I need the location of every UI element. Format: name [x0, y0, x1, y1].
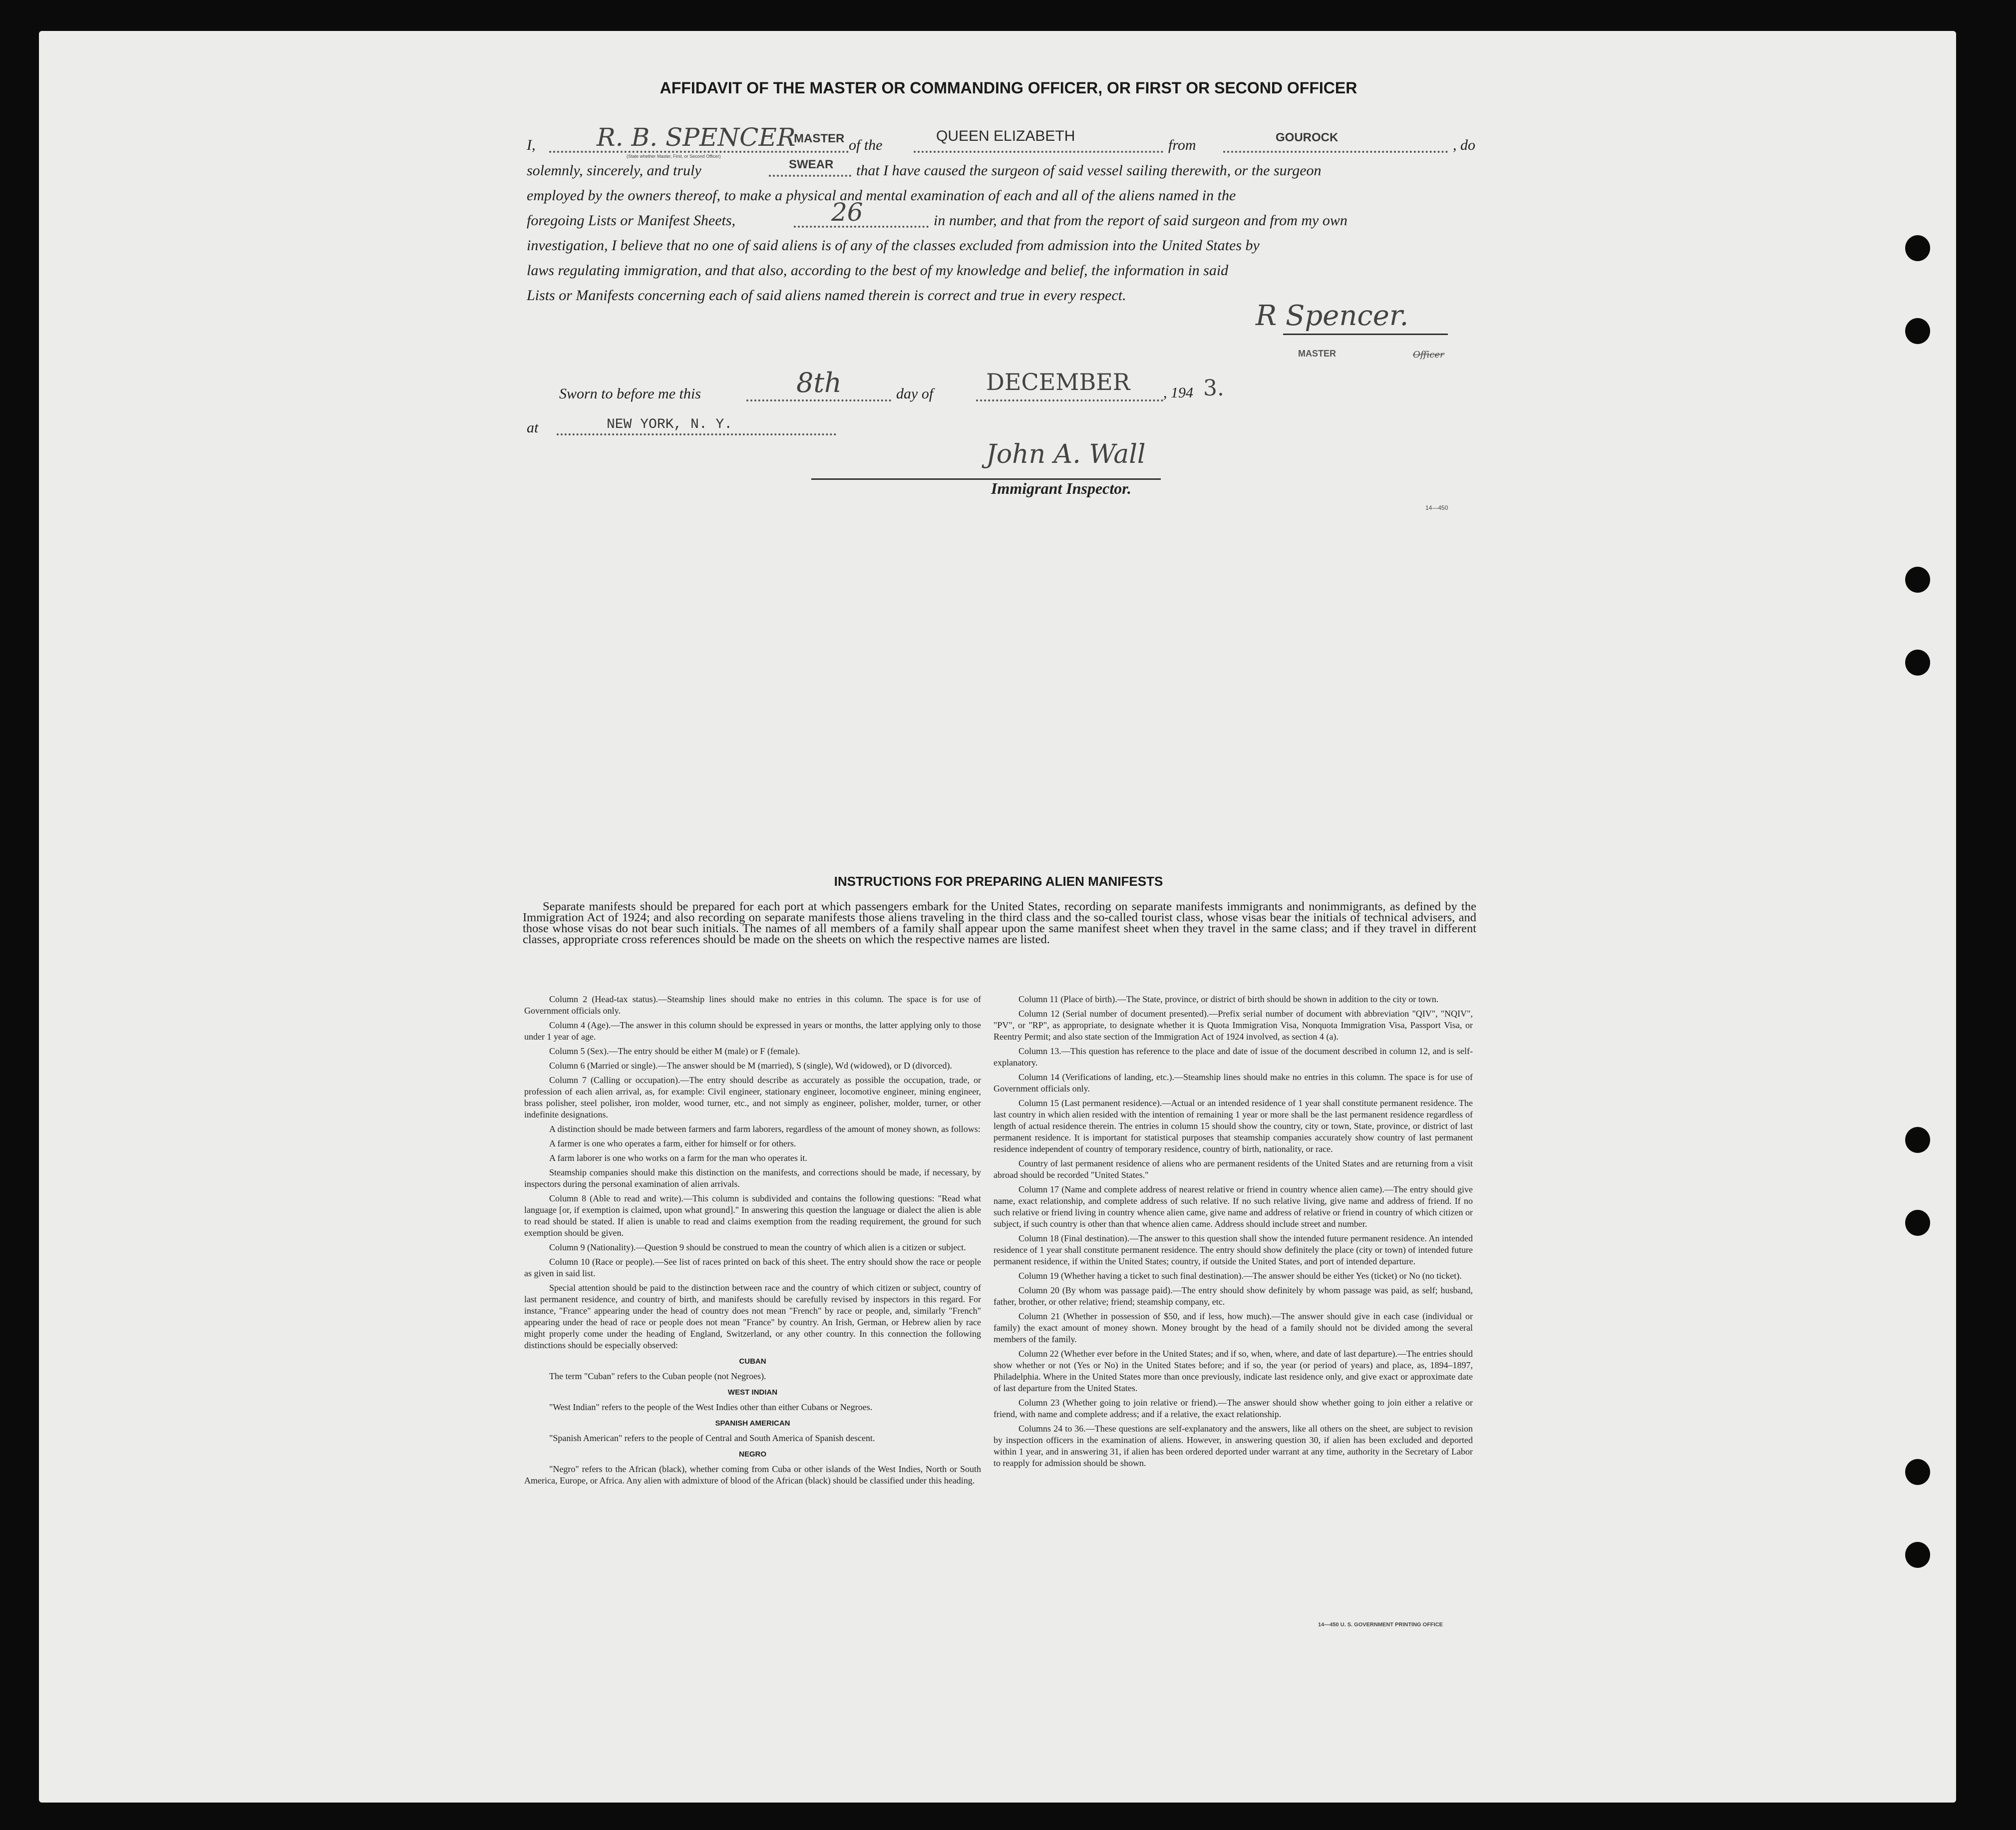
vessel-line: [914, 151, 1163, 153]
affidavit-line-6: laws regulating immigration, and that also, according to the best of my knowledge and belief, the information in said: [527, 262, 1229, 279]
instructions-title: INSTRUCTIONS FOR PREPARING ALIEN MANIFESTS: [834, 874, 1163, 889]
signature-caption-master: MASTER: [1298, 349, 1336, 359]
instruction-paragraph: The term "Cuban" refers to the Cuban people (not Negroes).: [549, 1371, 766, 1381]
rank-stamp: MASTER: [794, 132, 845, 145]
punch-hole: [1905, 1210, 1930, 1236]
instruction-paragraph: "Spanish American" refers to the people of Central and South America of Spanish descent.: [549, 1433, 875, 1443]
instruction-paragraph: Column 14 (Verifications of landing, etc.).—Steamship lines should make no entries in this column. The space is for use of Government officials only.: [994, 1072, 1473, 1094]
instruction-paragraph: Column 22 (Whether ever before in the United States; and if so, when, where, and date of last departure).—The entries should show whether or not (Yes or No) in the United States before; and if so, the year (or period of years) and place, as, 1894–1897, Philadelphia. Where in the United States more than once previously, indicate last residence only, and give exact or approximate date of last departure from the United States.: [994, 1349, 1473, 1393]
master-signature: R Spencer.: [1256, 300, 1409, 332]
punch-hole: [1905, 650, 1930, 676]
day-line: [746, 399, 891, 401]
instructions-left-column: [524, 994, 981, 1489]
instruction-paragraph: Column 17 (Name and complete address of nearest relative or friend in country whence alien came).—The entry should give name, exact relationship, and complete address of such relative. If no such relative living, give name and address of friend. If no such relative or friend living in country whence alien came, give name and address of relative or friend in country of which citizen or subject, if such country is other than that whence alien came. Address should include street and number.: [994, 1184, 1473, 1229]
instruction-paragraph: Column 10 (Race or people).—See list of races printed on back of this sheet. The entry should show the race or people as given in said list.: [524, 1257, 981, 1278]
departure-port: GOUROCK: [1276, 131, 1339, 144]
sworn-day-handwritten: 8th: [796, 367, 842, 398]
instruction-paragraph: Column 11 (Place of birth).—The State, province, or district of birth should be shown in addition to the city or town.: [1018, 994, 1439, 1004]
instruction-paragraph: A farm laborer is one who works on a farm for the man who operates it.: [549, 1153, 807, 1163]
punch-hole: [1905, 567, 1930, 593]
year-prefix: , 194: [1163, 384, 1193, 401]
do-label: , do: [1453, 137, 1475, 153]
affidavit-i: I,: [527, 137, 536, 153]
instruction-paragraph: Columns 24 to 36.—These questions are self-explanatory and the answers, like all others on the sheet, are subject to revision by inspection officers in the examination of aliens. However, in answering question 30, if alien has been excluded and deported within 1 year, and in answering 31, if alien has been ordered deported under warrant at any time, authority in the Secretary of Labor to reapply for admission should be shown.: [994, 1424, 1473, 1468]
instructions-right-column: [994, 994, 1473, 1472]
oath-stamp: SWEAR: [789, 158, 834, 171]
affidavit-title: AFFIDAVIT OF THE MASTER OR COMMANDING OFFICER, OR FIRST OR SECOND OFFICER: [660, 79, 1357, 97]
section-heading: SPANISH AMERICAN: [715, 1419, 790, 1428]
sworn-place: NEW YORK, N. Y.: [607, 417, 733, 432]
instruction-paragraph: Column 4 (Age).—The answer in this column should be expressed in years or months, the latter applying only to those under 1 year of age.: [524, 1020, 981, 1042]
signature-caption-officer: Officer: [1413, 350, 1444, 360]
section-heading: CUBAN: [739, 1357, 766, 1366]
instruction-paragraph: Column 12 (Serial number of document presented).—Prefix serial number of document with abbreviation "QIV", "NQIV", "PV", or "RP", as appropriate, to designate whether it is Quota Immigration Visa, Nonquota Immigration Visa, Passport Visa, or Reentry Permit; and also state section of the Immigration Act of 1924 involved, as section 4 (a).: [994, 1009, 1473, 1042]
affidavit-line-4a: foregoing Lists or Manifest Sheets,: [527, 212, 736, 229]
port-line: [1223, 151, 1448, 153]
affidavit-line-5: investigation, I believe that no one of said aliens is of any of the classes excluded from admission into the United States by: [527, 237, 1260, 254]
printer-imprint: 14—450 U. S. GOVERNMENT PRINTING OFFICE: [1318, 1622, 1443, 1628]
at-label: at: [527, 419, 539, 436]
punch-hole: [1905, 318, 1930, 344]
inspector-signature: John A. Wall: [986, 439, 1146, 469]
month-line: [976, 399, 1163, 401]
instruction-paragraph: Column 23 (Whether going to join relative or friend).—The answer should show whether going to join either a relative or friend, with name and complete address; and if a relative, the exact relationship.: [994, 1398, 1473, 1419]
affidavit-line-4b: in number, and that from the report of said surgeon and from my own: [934, 212, 1347, 229]
punch-hole: [1905, 1542, 1930, 1568]
officer-name-handwritten: R. B. SPENCER: [597, 123, 796, 152]
instruction-paragraph: Column 8 (Able to read and write).—This column is subdivided and contains the following questions: "Read what language [or, if exemption is claimed, upon what ground]." In answering this question the language or dialect the alien is able to read should be stated. If alien is unable to read and claims exemption from the reading requirement, the ground for such exemption should be given.: [524, 1193, 981, 1238]
instruction-paragraph: Column 13.—This question has reference to the place and date of issue of the document described in column 12, and is self-explanatory.: [994, 1046, 1473, 1068]
instruction-paragraph: "West Indian" refers to the people of the West Indies other than either Cubans or Negroes.: [549, 1402, 873, 1412]
punch-hole: [1905, 1459, 1930, 1485]
instruction-paragraph: Steamship companies should make this distinction on the manifests, and corrections should be made, if necessary, by inspectors during the personal examination of alien arrivals.: [524, 1167, 981, 1189]
instruction-paragraph: Column 21 (Whether in possession of $50, and if less, how much).—The answer should give in each case (individual or family) the exact amount of money shown. Money brought by the head of a family should not be divided among the several members of the family.: [994, 1311, 1473, 1344]
instruction-paragraph: A farmer is one who operates a farm, either for himself or for others.: [549, 1138, 796, 1148]
punch-hole: [1905, 1127, 1930, 1153]
inspector-caption: Immigrant Inspector.: [991, 479, 1131, 497]
sworn-year-handwritten: 3.: [1203, 375, 1224, 401]
instructions-intro: Separate manifests should be prepared for each port at which passengers embark for the United States, recording on separate manifests immigrants and nonimmigrants, as defined by the Immigration Act of 1924; and also recording on separate manifests those aliens traveling in the third class and the so-called tourist class, whose visas bear the initials of technical advisers, and those whose visas do not bear such initials. The names of all members of a family shall appear upon the same manifest sheet when they travel in the same class; and if they travel in different classes, appropriate cross references should be made on the sheets on which the respective names are listed.: [523, 900, 1476, 946]
sworn-label: Sworn to before me this: [559, 385, 701, 402]
rank-caption: (State whether Master, First, or Second Officer): [627, 154, 721, 159]
instruction-paragraph: A distinction should be made between farmers and farm laborers, regardless of the amount of money shown, as follows:: [549, 1124, 981, 1134]
signature-line: [1283, 334, 1448, 335]
instruction-paragraph: Column 9 (Nationality).—Question 9 should be construed to mean the country of which alien is a citizen or subject.: [549, 1242, 966, 1252]
affidavit-line-2b: that I have caused the surgeon of said vessel sailing therewith, or the surgeon: [856, 162, 1322, 179]
vessel-name: QUEEN ELIZABETH: [936, 128, 1075, 144]
instruction-paragraph: Column 20 (By whom was passage paid).—The entry should show definitely by whom passage was paid, as self; husband, father, brother, or other relative; friend; steamship company, etc.: [994, 1285, 1473, 1307]
instruction-paragraph: Column 6 (Married or single).—The answer should be M (married), S (single), Wd (widowed), or D (divorced).: [549, 1061, 952, 1071]
instruction-paragraph: Column 18 (Final destination).—The answer to this question shall show the intended future permanent residence. An intended residence of 1 year shall constitute permanent residence. The entry should show definitely the place (city or town) of intended future permanent residence, if within the United States; country, if outside the United States, and port of intended departure.: [994, 1233, 1473, 1266]
section-heading: WEST INDIAN: [727, 1388, 778, 1397]
of-the-label: of the: [849, 137, 883, 153]
instruction-paragraph: Special attention should be paid to the distinction between race and the country of which citizen or subject, country of last permanent residence, and country of birth, and manifests should be carefully revised by inspectors in this regard. For instance, "France" appearing under the head of country does not mean "French" by race or people, and, similarly "French" appearing under the head of race or people does not mean "France" by country. An Irish, German, or Hebrew alien by race might properly come under the heading of England, Switzerland, or any other country. In this connection the following distinctions should be especially observed:: [524, 1283, 981, 1350]
affidavit-line-2a: solemnly, sincerely, and truly: [527, 162, 701, 179]
affidavit-line-3: employed by the owners thereof, to make a physical and mental examination of each and all of the aliens named in the: [527, 187, 1236, 204]
instruction-paragraph: Column 5 (Sex).—The entry should be either M (male) or F (female).: [549, 1046, 800, 1056]
from-label: from: [1168, 137, 1196, 153]
instruction-paragraph: Column 15 (Last permanent residence).—Actual or an intended residence of 1 year shall constitute permanent residence. The last country in which alien resided with the intention of remaining 1 year or more shall be the last permanent residence regardless of length of actual residence therein. The entries in column 15 should show the country, city or town, State, province, or district of last permanent residence. It is important for statistical purposes that steamship companies accurately show country of last permanent residence independent of country of temporary residence, country of birth, nationality, or race.: [994, 1098, 1473, 1154]
day-of-label: day of: [896, 385, 934, 402]
punch-hole: [1905, 235, 1930, 261]
oath-line: [769, 175, 851, 177]
instruction-paragraph: Column 19 (Whether having a ticket to such final destination).—The answer should be either Yes (ticket) or No (no ticket).: [1018, 1271, 1462, 1281]
place-line: [557, 433, 836, 435]
instruction-paragraph: Column 7 (Calling or occupation).—The entry should describe as accurately as possible the occupation, trade, or profession of each alien arrival, as, for example: Civil engineer, stationary engineer, locomotive engineer, mining engineer, brass polisher, steel polisher, iron molder, wood turner, etc., and not simply as engineer, polisher, molder, turner, or other indefinite designations.: [524, 1075, 981, 1119]
sworn-month-handwritten: DECEMBER: [986, 368, 1130, 395]
instruction-paragraph: Column 2 (Head-tax status).—Steamship lines should make no entries in this column. The space is for use of Government officials only.: [524, 994, 981, 1016]
instruction-paragraph: "Negro" refers to the African (black), whether coming from Cuba or other islands of the West Indies, North or South America, Europe, or Africa. Any alien with admixture of blood of the African (black) should be classified under this heading.: [524, 1464, 981, 1485]
affidavit-line-7: Lists or Manifests concerning each of said aliens named therein is correct and true in every respect.: [527, 287, 1126, 304]
instruction-paragraph: Country of last permanent residence of aliens who are permanent residents of the United States and are returning from a visit abroad should be recorded "United States.": [994, 1158, 1473, 1180]
sheet-count-handwritten: 26: [831, 198, 863, 227]
form-number: 14—450: [1425, 504, 1448, 511]
section-heading: NEGRO: [738, 1450, 766, 1459]
